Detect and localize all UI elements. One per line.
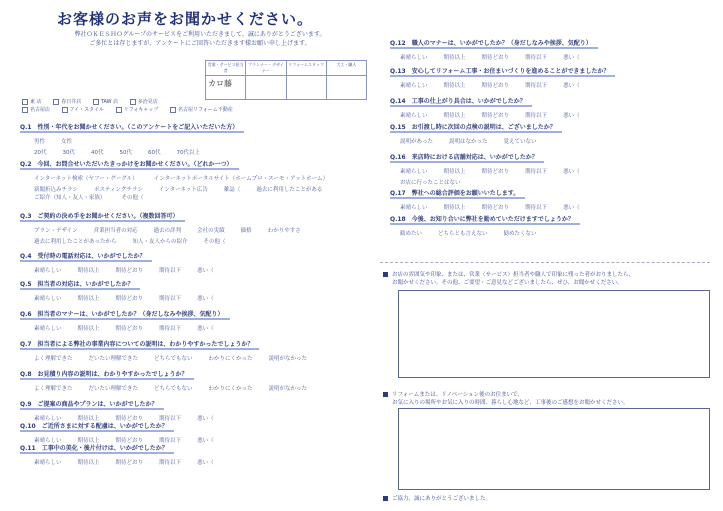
option[interactable]: 悪い（	[197, 438, 214, 444]
option[interactable]: 期待以下	[159, 438, 182, 444]
question	[20, 279, 365, 302]
option[interactable]: よく理解できた	[34, 356, 73, 362]
question-text: Q.7 担当者による弊社の事業内容についての説明は、わかりやすかったでしょうか？	[20, 339, 259, 350]
option[interactable]: 期待以下	[159, 296, 182, 302]
staff-header: 営業・サービス担当者	[206, 61, 245, 76]
option[interactable]: 期待どおり	[115, 438, 144, 444]
option[interactable]: 過去に利用したことがあったから	[34, 239, 117, 245]
option[interactable]: 価格	[240, 228, 252, 234]
bullet-icon	[383, 272, 388, 277]
question	[390, 214, 710, 237]
store-label: 名古屋リフォーム不動産	[178, 107, 233, 113]
closing-message	[383, 494, 491, 502]
option[interactable]: 期待以下	[159, 416, 182, 422]
option[interactable]: 悪い（	[563, 169, 580, 175]
staff-header: 大工・職人	[327, 61, 366, 76]
option[interactable]: インターネット検索（ヤフー・グーグル）	[34, 176, 138, 182]
options-row	[20, 137, 365, 145]
store-option[interactable]	[22, 98, 42, 106]
question	[20, 309, 365, 332]
option[interactable]: 素晴らしい	[34, 416, 62, 422]
option[interactable]: 営業担当者の対応	[93, 228, 138, 234]
option[interactable]: 期待以上	[77, 460, 100, 466]
option[interactable]: 期待以上	[443, 113, 466, 119]
staff-col	[327, 61, 366, 99]
option[interactable]: 勧めたい	[400, 231, 423, 237]
option[interactable]: 素晴らしい	[34, 326, 62, 332]
options-row	[390, 81, 710, 89]
option[interactable]: 素晴らしい	[34, 460, 62, 466]
staff-header: プランナー・デザイナー	[246, 61, 285, 76]
question-text: Q.8 お見積り内容の説明は、わかりやすかったでしょうか？	[20, 369, 194, 380]
question-text: Q.3 ご契約の決め手をお聞かせください。（複数回答可）	[20, 211, 185, 222]
option[interactable]: 20代	[34, 150, 47, 156]
option[interactable]: 悪い（	[197, 268, 214, 274]
store-label: TAW 店	[100, 99, 119, 105]
option[interactable]: どちらでもない	[154, 356, 193, 362]
option[interactable]: 期待どおり	[115, 460, 144, 466]
option[interactable]: だいたい理解できた	[88, 356, 139, 362]
staff-value[interactable]	[327, 76, 366, 99]
prompt-line: お気に入りの場所やお気に入りの時間、暮らし心地など、工事後のご感想をお聞かせください。	[392, 400, 629, 406]
option[interactable]: 期待以下	[159, 326, 182, 332]
options-row	[390, 167, 710, 175]
checkbox-icon	[62, 107, 68, 113]
checkbox-icon	[116, 107, 122, 113]
options-row	[390, 53, 710, 61]
option[interactable]: わかりにくかった	[208, 386, 253, 392]
option[interactable]: 説明はなかった	[448, 139, 488, 145]
option[interactable]: ポスティングチラシ	[94, 187, 143, 193]
option[interactable]: 期待どおり	[481, 83, 510, 89]
option[interactable]: その他（	[121, 195, 144, 201]
option[interactable]: 期待以下	[159, 460, 182, 466]
option[interactable]: お店に行ったことはない	[400, 180, 461, 186]
page-title: お客様のお声をお聞かせください。	[56, 10, 313, 28]
option[interactable]: 期待以上	[77, 416, 100, 422]
option[interactable]: 覚えていない	[503, 139, 537, 145]
intro-line: ご多忙とは存じますが、アンケートにご回答いただきます様お願い申し上げます。	[89, 40, 311, 47]
option[interactable]: 期待以下	[525, 169, 548, 175]
option[interactable]: インターネット広告	[158, 187, 208, 193]
options-row	[390, 111, 710, 119]
checkbox-icon	[53, 99, 59, 105]
option[interactable]: インターネットポータルサイト（ホームプロ・スーモ・アットホーム）	[153, 176, 329, 182]
option[interactable]: 70代以上	[176, 150, 200, 156]
option[interactable]: どちらでもない	[154, 386, 193, 392]
option[interactable]: だいたい理解できた	[88, 386, 139, 392]
option[interactable]: 期待以上	[443, 83, 466, 89]
option[interactable]: 期待以上	[443, 205, 466, 211]
option[interactable]: 悪い（	[197, 416, 214, 422]
options-row	[390, 203, 710, 211]
store-label: リフォキャップ	[123, 107, 159, 113]
question	[20, 421, 365, 444]
option[interactable]: 雑誌（	[223, 187, 241, 193]
comment-box-2[interactable]	[398, 408, 710, 490]
store-label: 多治見店	[137, 99, 158, 105]
question-text: Q.14 工事の仕上がり具合は、いかがでしたか？	[390, 96, 532, 107]
question	[20, 251, 365, 274]
options-row	[20, 148, 365, 156]
option[interactable]: 素晴らしい	[34, 268, 62, 274]
store-label: 名古屋店	[30, 107, 51, 113]
option[interactable]: 悪い（	[563, 113, 580, 119]
intro-text	[40, 30, 360, 48]
option[interactable]: 素晴らしい	[400, 205, 428, 211]
bullet-icon	[383, 496, 388, 501]
question-text: Q.15 お引渡し時に次回の点検の説明は、ございましたか？	[390, 122, 562, 133]
question-text: Q.17 弊社への総合評価をお願いいたします。	[390, 188, 525, 199]
option[interactable]: 期待以下	[525, 55, 548, 61]
option[interactable]: 悪い（	[197, 296, 214, 302]
checkbox-icon	[130, 99, 136, 105]
store-label: 東 店	[30, 99, 42, 105]
staff-col	[206, 61, 246, 99]
question	[20, 443, 365, 466]
options-row	[20, 185, 365, 201]
option[interactable]: ご紹介（知人・友人・家族）	[34, 195, 106, 201]
option[interactable]: 悪い（	[197, 326, 214, 332]
option[interactable]: 期待以下	[159, 268, 182, 274]
option[interactable]: 女性	[61, 139, 73, 145]
option[interactable]: 期待どおり	[115, 416, 144, 422]
checkbox-icon	[93, 99, 99, 105]
store-option[interactable]	[22, 106, 50, 114]
options-row	[20, 226, 365, 234]
checkbox-icon	[170, 107, 176, 113]
option[interactable]: わかりにくかった	[208, 356, 253, 362]
option[interactable]: 期待どおり	[481, 205, 510, 211]
staff-col	[246, 61, 286, 99]
intro-line: 弊社ＯＫＥＳＨＯグループのサービスをご利用いただきまして、誠にありがとうございます。	[74, 31, 326, 38]
question	[390, 38, 710, 61]
option[interactable]: 期待以下	[525, 83, 548, 89]
option[interactable]: 男性	[34, 139, 46, 145]
question	[390, 66, 710, 89]
option[interactable]: どちらとも言えない	[438, 231, 488, 237]
store-option[interactable]	[170, 106, 233, 114]
question	[20, 339, 365, 362]
option[interactable]: 説明がなかった	[268, 386, 308, 392]
option[interactable]: 会社の実績	[197, 228, 225, 234]
question-text: Q.10 ご近所さまに対する配慮は、いかがでしたか？	[20, 421, 174, 432]
options-row	[20, 266, 365, 274]
comment-prompt-2	[383, 390, 629, 406]
question-text: Q.6 担当者のマナーは、いかがでしたか？（身だしなみや挨拶、気配り）	[20, 309, 230, 320]
option[interactable]: 素晴らしい	[34, 296, 62, 302]
comment-box-1[interactable]	[398, 290, 710, 378]
option[interactable]: 期待以上	[77, 326, 100, 332]
options-row	[20, 384, 365, 392]
question-text: Q.18 今後、お知り合いに弊社を勧めていただけますでしょうか？	[390, 214, 580, 225]
option[interactable]: 悪い（	[197, 460, 214, 466]
option[interactable]: 悪い（	[563, 83, 580, 89]
option[interactable]: 期待どおり	[481, 113, 510, 119]
store-option[interactable]	[62, 106, 104, 114]
option[interactable]: 期待どおり	[481, 169, 510, 175]
options-row	[390, 229, 710, 237]
checkbox-icon	[22, 99, 28, 105]
options-row	[390, 178, 710, 186]
store-option[interactable]	[93, 98, 118, 106]
question-text: Q.12 職人のマナーは、いかがでしたか？（身だしなみや挨拶、気配り）	[390, 38, 598, 49]
store-label: アイ・スタイル	[69, 107, 105, 113]
question-text: Q.2 今回、お問合せいただいたきっかけをお聞かせください。（どれか一つ）	[20, 159, 239, 170]
question	[20, 159, 365, 201]
option[interactable]: 素晴らしい	[400, 83, 428, 89]
store-option[interactable]	[116, 106, 159, 114]
question	[390, 122, 710, 145]
question	[20, 122, 365, 156]
options-row	[20, 354, 365, 362]
question-text: Q.1 性別・年代をお聞かせください。（このアンケートをご記入いただいた方）	[20, 122, 244, 133]
store-row	[22, 106, 272, 114]
question-text: Q.5 担当者の対応は、いかがでしたか？	[20, 279, 140, 290]
option[interactable]: 説明がなかった	[268, 356, 308, 362]
options-row	[390, 137, 710, 145]
staff-value[interactable]: カロ藤	[208, 79, 232, 88]
staff-value[interactable]	[287, 76, 326, 99]
options-row	[20, 174, 365, 182]
checkbox-icon	[22, 107, 28, 113]
staff-value[interactable]	[246, 76, 285, 99]
option[interactable]: 期待以下	[525, 113, 548, 119]
option[interactable]: 素晴らしい	[400, 113, 428, 119]
staff-col	[287, 61, 327, 99]
staff-header: リフォームスタッフ	[287, 61, 326, 76]
option[interactable]: わかりやすさ	[267, 228, 301, 234]
question-text: Q.9 ご提案の商品やプランは、いかがでしたか？	[20, 399, 164, 410]
prompt-line: リフォームまたは、リノベーション後のお住まいで、	[392, 392, 523, 398]
question	[20, 211, 365, 245]
bullet-icon	[383, 392, 388, 397]
question	[390, 152, 710, 186]
option[interactable]: プラン・デザイン	[34, 228, 78, 234]
option[interactable]: 期待どおり	[115, 268, 144, 274]
option[interactable]: 30代	[62, 150, 75, 156]
option[interactable]: 期待以上	[77, 268, 100, 274]
option[interactable]: 期待どおり	[115, 326, 144, 332]
option[interactable]: 期待以下	[525, 205, 548, 211]
option[interactable]: 知人・友人からの紹介	[132, 239, 188, 245]
option[interactable]: 期待以上	[77, 438, 100, 444]
option[interactable]: その他（	[203, 239, 226, 245]
option[interactable]: 期待以上	[443, 169, 466, 175]
option[interactable]: 50代	[119, 150, 132, 156]
closing-text: ご協力、誠にありがとうございました。	[392, 496, 492, 502]
option[interactable]: 勧めたくない	[503, 231, 537, 237]
store-option[interactable]	[130, 98, 158, 106]
prompt-line: お聞かせください。その他、ご要望・ご意見などございましたら、ぜひ、お聞かせください。	[392, 280, 623, 286]
option[interactable]: 素晴らしい	[400, 55, 428, 61]
question-text: Q.11 工事中の美化・後片付けは、いかがでしたか？	[20, 443, 174, 454]
option[interactable]: 過去の評判	[153, 228, 182, 234]
section-divider	[380, 262, 710, 263]
option[interactable]: 説明があった	[400, 139, 433, 145]
question	[390, 96, 710, 119]
options-row	[20, 294, 365, 302]
comment-prompt-1	[383, 270, 634, 286]
option[interactable]: 60代	[148, 150, 161, 156]
store-label: 春日井店	[61, 99, 82, 105]
option[interactable]: 期待どおり	[115, 296, 144, 302]
option[interactable]: 素晴らしい	[400, 169, 428, 175]
options-row	[20, 237, 365, 245]
option[interactable]: 40代	[91, 150, 104, 156]
question	[390, 188, 710, 211]
store-row	[22, 98, 272, 106]
question-text: Q.13 安心してリフォーム工事・お住まいづくりを進めることができましたか？	[390, 66, 615, 77]
option[interactable]: 期待以上	[77, 296, 100, 302]
question-text: Q.4 受付時の電話対応は、いかがでしたか？	[20, 251, 152, 262]
options-row	[20, 458, 365, 466]
option[interactable]: 悪い（	[563, 205, 580, 211]
option[interactable]: 素晴らしい	[34, 438, 62, 444]
staff-table	[205, 60, 367, 100]
options-row	[20, 324, 365, 332]
question-text: Q.16 来店時における店舗対応は、いかがでしたか？	[390, 152, 544, 163]
store-checkboxes	[22, 98, 272, 114]
option[interactable]: 新聞折込みチラシ	[34, 187, 79, 193]
option[interactable]: 過去に利用したことがある	[256, 187, 323, 193]
option[interactable]: 期待以上	[443, 55, 466, 61]
prompt-line: お店の雰囲気や印象、または、営業（サービス）担当者や職人で印象に残った者がおりましたら、	[392, 272, 635, 278]
option[interactable]: 悪い（	[563, 55, 580, 61]
question	[20, 369, 365, 392]
option[interactable]: 期待どおり	[481, 55, 510, 61]
question	[20, 399, 365, 422]
store-option[interactable]	[53, 98, 81, 106]
option[interactable]: よく理解できた	[34, 386, 73, 392]
